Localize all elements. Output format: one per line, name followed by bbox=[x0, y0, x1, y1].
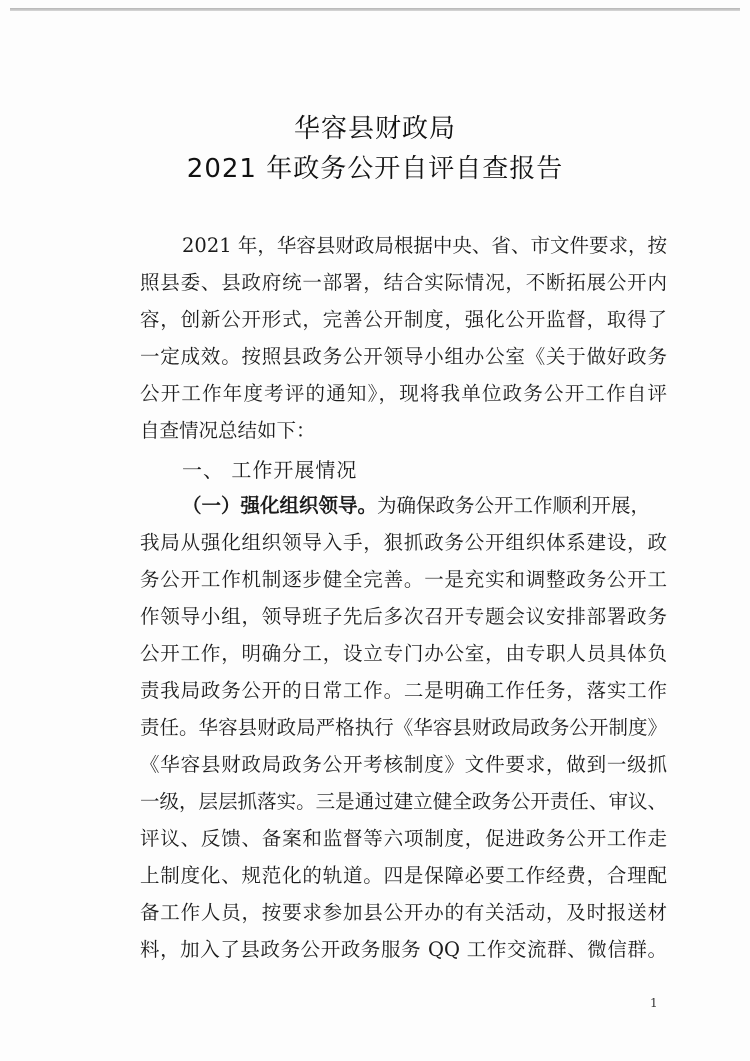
scan-edge-line bbox=[10, 8, 740, 11]
paragraph-line: 上制度化、规范化的轨道。四是保障必要工作经费，合理配 bbox=[140, 864, 667, 887]
paragraph-line: 作领导小组，领导班子先后多次召开专题会议安排部署政务 bbox=[140, 605, 667, 628]
document-title: 华容县财政局 bbox=[293, 114, 456, 144]
paragraph-line: 我局从强化组织领导入手，狠抓政务公开组织体系建设，政 bbox=[140, 531, 667, 554]
paragraph-line: 《华容县财政局政务公开考核制度》文件要求，做到一级抓 bbox=[140, 753, 667, 776]
document-subtitle: 2021 年政务公开自评自查报告 bbox=[186, 154, 564, 184]
subsection-first-line bbox=[182, 491, 667, 521]
paragraph-line: 一定成效。按照县政务公开领导小组办公室《关于做好政务 bbox=[140, 345, 667, 368]
paragraph-line: 责任。华容县财政局严格执行《华容县财政局政务公开制度》 bbox=[140, 716, 667, 739]
section-heading: 一、 工作开展情况 bbox=[182, 458, 358, 482]
paragraph-line: 公开工作年度考评的通知》，现将我单位政务公开工作自评 bbox=[140, 382, 667, 405]
paragraph-line: 料，加入了县政务公开政务服务 QQ 工作交流群、微信群。 bbox=[140, 938, 667, 961]
subsection-first-line-text: 为确保政务公开工作顺利开展， bbox=[377, 494, 651, 517]
paragraph-line: 公开工作，明确分工，设立专门办公室，由专职人员具体负 bbox=[140, 642, 667, 665]
paragraph-line: 责我局政务公开的日常工作。二是明确工作任务，落实工作 bbox=[140, 679, 667, 702]
paragraph-line: 照县委、县政府统一部署，结合实际情况，不断拓展公开内 bbox=[140, 271, 667, 294]
paragraph-line: 一级，层层抓落实。三是通过建立健全政务公开责任、审议、 bbox=[140, 790, 667, 813]
paragraph-line: 务公开工作机制逐步健全完善。一是充实和调整政务公开工 bbox=[140, 568, 667, 591]
paragraph-line: 备工作人员，按要求参加县公开办的有关活动，及时报送材 bbox=[140, 901, 667, 924]
page-number: 1 bbox=[650, 996, 658, 1010]
subsection-label: （一）强化组织领导。 bbox=[182, 494, 378, 517]
paragraph-line: 自查情况总结如下： bbox=[140, 419, 316, 442]
paragraph-line: 2021 年，华容县财政局根据中央、省、市文件要求，按 bbox=[182, 234, 667, 257]
paragraph-line: 容，创新公开形式，完善公开制度，强化公开监督，取得了 bbox=[140, 308, 667, 331]
paragraph-line: 评议、反馈、备案和监督等六项制度，促进政务公开工作走 bbox=[140, 827, 667, 850]
